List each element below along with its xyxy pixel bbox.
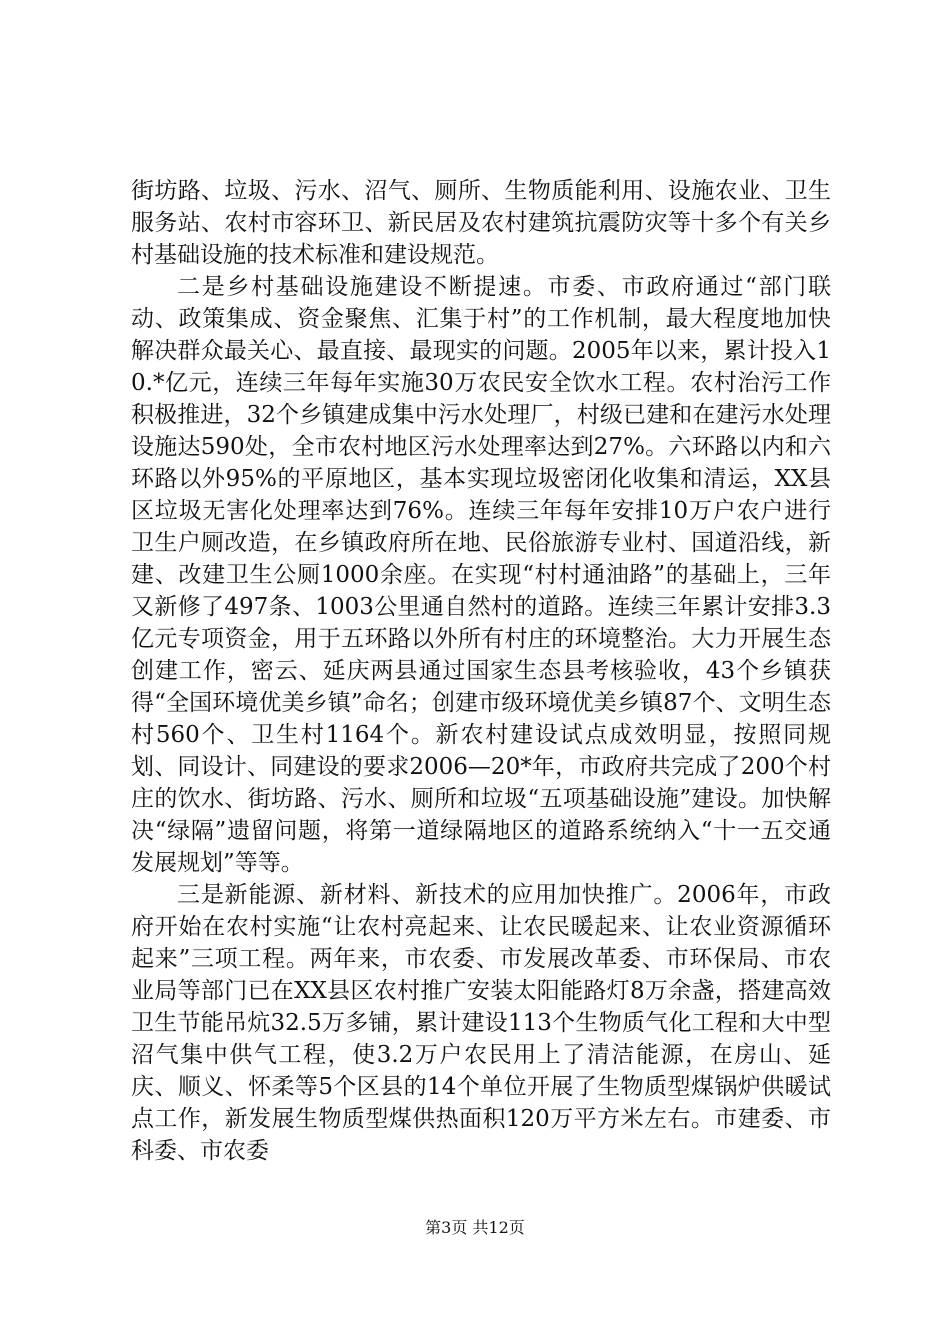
document-body <box>131 175 831 1167</box>
paragraph-new-energy: 三是新能源、新材料、新技术的应用加快推广。2006年，市政府开始在农村实施“让农村亮起来、让农民暖起来、让农业资源循环起来”三项工程。两年来，市农委、市发展改革委、市环保局、市农业局等部门已在XX县区农村推广安装太阳能路灯8万余盏，搭建高效卫生节能吊炕32.5万多铺，累计建设113个生物质气化工程和大中型沼气集中供气工程，使3.2万户农民用上了清洁能源，在房山、延庆、顺义、怀柔等5个区县的14个单位开展了生物质型煤锅炉供暖试点工作，新发展生物质型煤供热面积120万平方米左右。市建委、市科委、市农委 <box>131 882 831 1164</box>
paragraph-rural-infrastructure: 二是乡村基础设施建设不断提速。市委、市政府通过“部门联动、政策集成、资金聚焦、汇集于村”的工作机制，最大程度地加快解决群众最关心、最直接、最现实的问题。2005年以来，累计投入10.*亿元，连续三年每年实施30万农民安全饮水工程。农村治污工作积极推进，32个乡镇建成集中污水处理厂，村级已建和在建污水处理设施达590处，全市农村地区污水处理率达到27%。六环路以内和六环路以外95%的平原地区，基本实现垃圾密闭化收集和清运，XX县区垃圾无害化处理率达到76%。连续三年每年安排10万户农户进行卫生户厕改造，在乡镇政府所在地、民俗旅游专业村、国道沿线，新建、改建卫生公厕1000余座。在实现“村村通油路”的基础上，三年又新修了497条、1003公里通自然村的道路。连续三年累计安排3.3亿元专项资金，用于五环路以外所有村庄的环境整治。大力开展生态创建工作，密云、延庆两县通过国家生态县考核验收，43个乡镇获得“全国环境优美乡镇”命名；创建市级环境优美乡镇87个、文明生态村560个、卫生村1164个。新农村建设试点成效明显，按照同规划、同设计、同建设的要求2006—20*年，市政府共完成了200个村庄的饮水、街坊路、污水、厕所和垃圾“五项基础设施”建设。加快解决“绿隔”遗留问题，将第一道绿隔地区的道路系统纳入“十一五交通发展规划”等等。 <box>131 274 831 876</box>
page-number-footer: 第3页 共12页 <box>425 1218 525 1237</box>
paragraph-continuation: 街坊路、垃圾、污水、沼气、厕所、生物质能利用、设施农业、卫生服务站、农村市容环卫、新民居及农村建筑抗震防灾等十多个有关乡村基础设施的技术标准和建设规范。 <box>131 178 831 268</box>
